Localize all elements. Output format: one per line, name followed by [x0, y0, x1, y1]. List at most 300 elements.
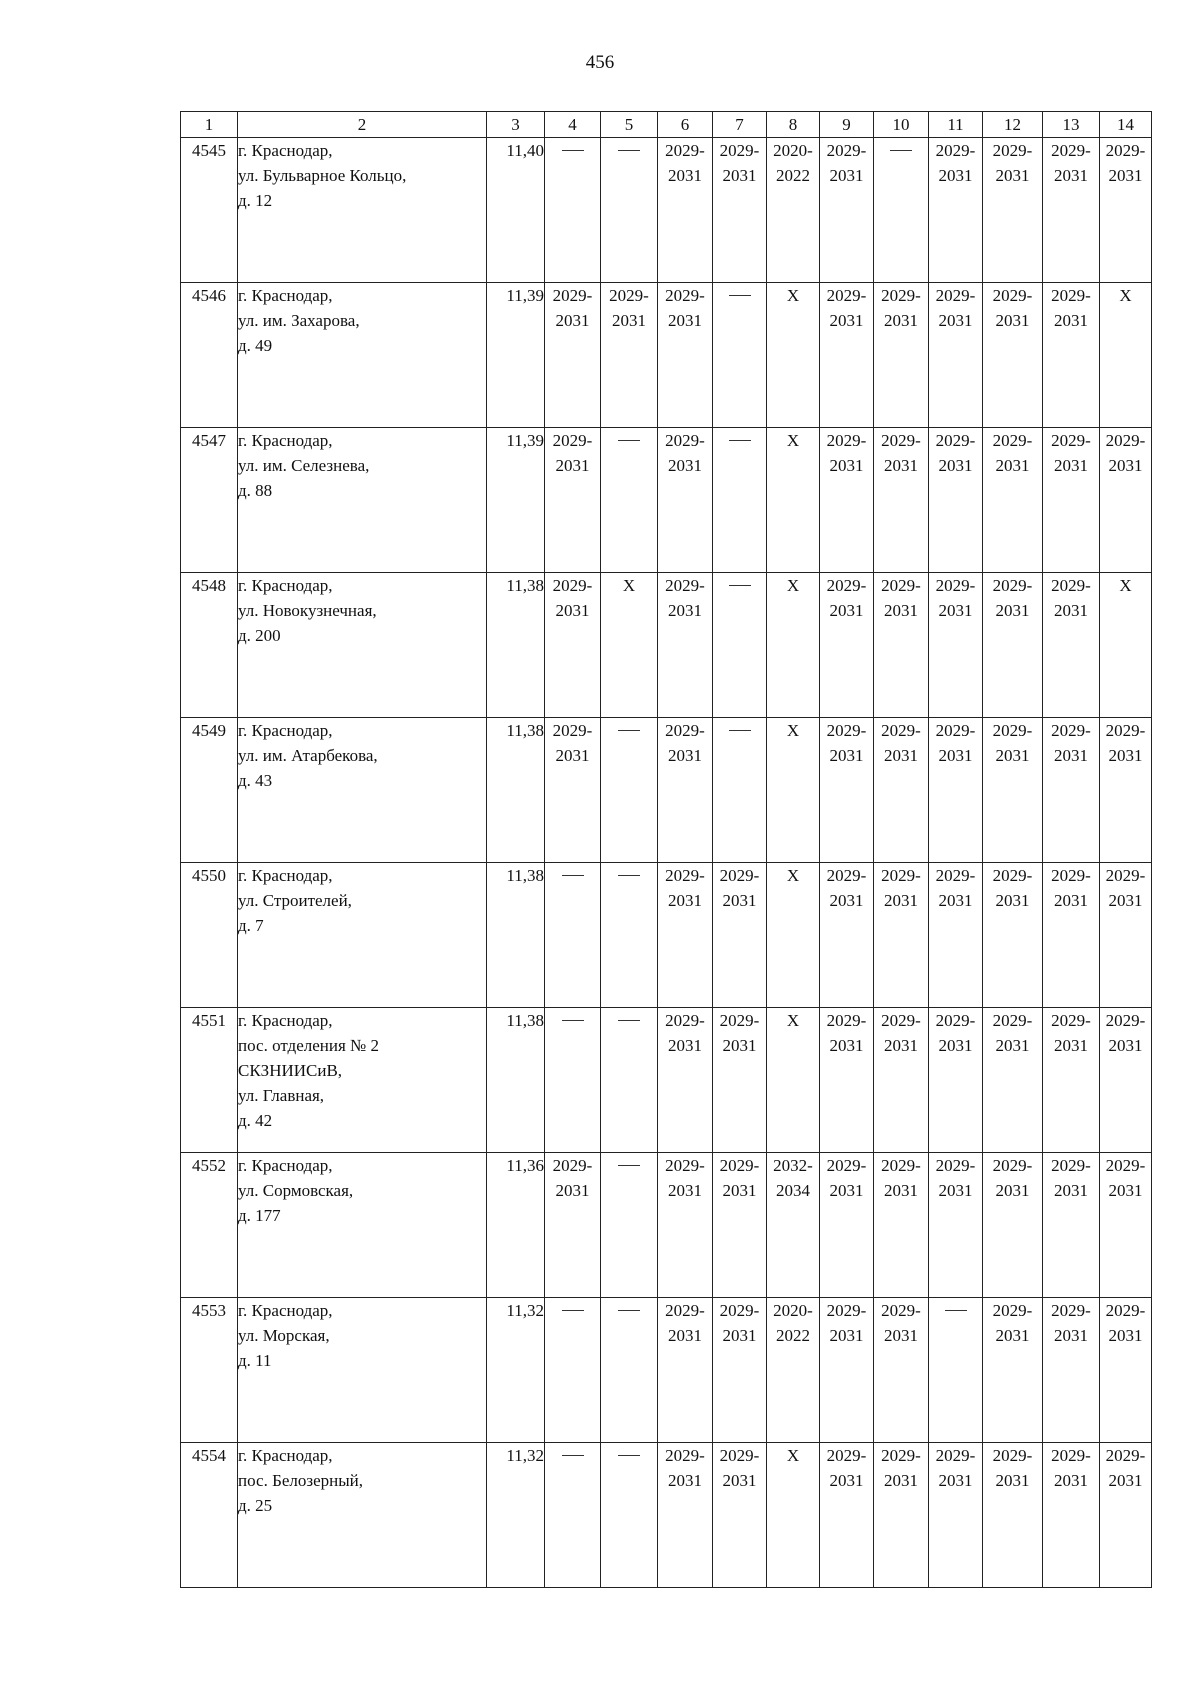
period-start: 2029- — [992, 1446, 1033, 1465]
period-end: 2031 — [995, 746, 1030, 765]
period-end: 2031 — [1054, 891, 1088, 910]
period-start: 2029- — [665, 866, 705, 885]
period-cell — [874, 428, 929, 573]
period-end: 2031 — [1108, 456, 1143, 475]
period-start: 2029- — [665, 1156, 705, 1175]
period-cell — [983, 283, 1043, 428]
period-end: 2031 — [1054, 311, 1088, 330]
period-start: 2029- — [992, 721, 1033, 740]
table-row — [181, 138, 1152, 283]
period-end: 2034 — [776, 1181, 810, 1200]
period-start: 2029- — [1105, 431, 1146, 450]
period-cell — [874, 718, 929, 863]
period-cell — [1100, 718, 1152, 863]
dash-mark — [618, 875, 640, 901]
period-end: 2031 — [938, 1471, 973, 1490]
table-row — [181, 283, 1152, 428]
period-cell — [713, 138, 767, 283]
period-end: 2031 — [1054, 601, 1088, 620]
dash-cell — [601, 1153, 658, 1298]
period-cell — [983, 863, 1043, 1008]
period-end: 2031 — [555, 746, 590, 765]
address-line: г. Краснодар, — [238, 1301, 333, 1320]
period-end: 2031 — [995, 1036, 1030, 1055]
period-end: 2031 — [829, 746, 864, 765]
period-end: 2031 — [995, 1471, 1030, 1490]
period-start: 2029- — [1105, 1446, 1146, 1465]
period-cell — [874, 1298, 929, 1443]
period-cell — [929, 1443, 983, 1588]
period-cell — [929, 718, 983, 863]
period-end: 2031 — [884, 311, 918, 330]
mark-cell: X — [767, 1443, 820, 1588]
period-start: 2029- — [719, 1011, 760, 1030]
period-cell — [1043, 1008, 1100, 1153]
period-start: 2029- — [935, 576, 976, 595]
dash-mark — [618, 1310, 640, 1336]
dash-cell — [601, 1298, 658, 1443]
period-start: 2029- — [881, 721, 921, 740]
period-start: 2029- — [1105, 721, 1146, 740]
period-end: 2031 — [884, 891, 918, 910]
period-end: 2031 — [1054, 1181, 1088, 1200]
period-cell — [929, 428, 983, 573]
period-end: 2031 — [668, 1471, 702, 1490]
table-row — [181, 573, 1152, 718]
address-cell — [238, 1008, 487, 1153]
address-cell — [238, 428, 487, 573]
address-line: д. 12 — [238, 191, 273, 210]
address-line: д. 7 — [238, 916, 264, 935]
mark-cell: X — [767, 283, 820, 428]
period-start: 2029- — [826, 1011, 867, 1030]
period-end: 2031 — [1108, 1326, 1143, 1345]
period-start: 2029- — [826, 866, 867, 885]
dash-cell — [713, 283, 767, 428]
period-cell — [983, 1298, 1043, 1443]
period-start: 2029- — [935, 431, 976, 450]
period-end: 2031 — [829, 1471, 864, 1490]
period-cell — [929, 138, 983, 283]
period-start: 2029- — [1105, 1156, 1146, 1175]
period-start: 2029- — [881, 1156, 921, 1175]
page-number: 456 — [585, 52, 615, 73]
period-cell — [713, 1153, 767, 1298]
period-start: 2029- — [552, 1156, 593, 1175]
period-start: 2029- — [665, 141, 705, 160]
period-start: 2029- — [552, 576, 593, 595]
dash-mark — [890, 150, 912, 176]
period-cell — [983, 428, 1043, 573]
period-start: 2029- — [719, 1156, 760, 1175]
period-cell — [929, 863, 983, 1008]
dash-mark — [618, 440, 640, 466]
period-start: 2029- — [665, 1446, 705, 1465]
period-end: 2031 — [829, 311, 864, 330]
period-end: 2031 — [668, 891, 702, 910]
mark-cell: X — [767, 1008, 820, 1153]
area-cell: 11,39 — [487, 428, 545, 573]
period-start: 2029- — [992, 1156, 1033, 1175]
period-cell — [658, 1298, 713, 1443]
column-header: 14 — [1100, 112, 1152, 138]
dash-mark — [618, 150, 640, 176]
address-line: г. Краснодар, — [238, 1446, 333, 1465]
period-start: 2029- — [935, 1156, 976, 1175]
period-start: 2029- — [881, 866, 921, 885]
column-header: 7 — [713, 112, 767, 138]
period-end: 2031 — [668, 746, 702, 765]
period-end: 2031 — [722, 1326, 757, 1345]
area-cell: 11,38 — [487, 718, 545, 863]
period-end: 2031 — [1108, 1181, 1143, 1200]
column-header: 1 — [181, 112, 238, 138]
period-end: 2031 — [1108, 891, 1143, 910]
dash-mark — [562, 875, 584, 901]
period-cell — [1100, 1008, 1152, 1153]
period-start: 2029- — [826, 431, 867, 450]
period-start: 2029- — [935, 1446, 976, 1465]
period-end: 2031 — [555, 1181, 590, 1200]
dash-mark — [729, 585, 751, 611]
period-cell — [874, 1008, 929, 1153]
period-start: 2029- — [552, 286, 593, 305]
period-end: 2031 — [884, 746, 918, 765]
period-start: 2029- — [1105, 1011, 1146, 1030]
column-header: 2 — [238, 112, 487, 138]
period-end: 2031 — [938, 166, 973, 185]
row-number: 4545 — [181, 138, 238, 283]
period-end: 2031 — [555, 311, 590, 330]
period-cell — [983, 138, 1043, 283]
address-line: г. Краснодар, — [238, 1011, 333, 1030]
period-start: 2029- — [1051, 141, 1091, 160]
period-cell — [1100, 428, 1152, 573]
table-row — [181, 1153, 1152, 1298]
period-start: 2029- — [935, 866, 976, 885]
period-end: 2031 — [829, 166, 864, 185]
column-header: 11 — [929, 112, 983, 138]
period-end: 2031 — [668, 166, 702, 185]
dash-cell — [545, 138, 601, 283]
dash-cell — [713, 718, 767, 863]
period-cell — [545, 573, 601, 718]
dash-mark — [562, 150, 584, 176]
address-line: ул. Морская, — [238, 1326, 330, 1345]
period-start: 2029- — [719, 141, 760, 160]
period-cell — [1043, 1153, 1100, 1298]
period-cell — [874, 863, 929, 1008]
period-start: 2029- — [1105, 866, 1146, 885]
dash-cell — [929, 1298, 983, 1443]
address-line: д. 88 — [238, 481, 273, 500]
address-line: г. Краснодар, — [238, 721, 333, 740]
period-cell — [929, 283, 983, 428]
period-start: 2029- — [935, 1011, 976, 1030]
period-cell — [658, 428, 713, 573]
period-end: 2031 — [938, 1181, 973, 1200]
period-end: 2031 — [884, 1326, 918, 1345]
period-start: 2029- — [1051, 576, 1091, 595]
period-end: 2031 — [1054, 1326, 1088, 1345]
period-cell — [820, 1298, 874, 1443]
period-cell — [820, 573, 874, 718]
dash-mark — [562, 1020, 584, 1046]
period-start: 2029- — [719, 866, 760, 885]
period-cell — [1043, 138, 1100, 283]
address-line: д. 177 — [238, 1206, 281, 1225]
address-line: ул. им. Атарбекова, — [238, 746, 378, 765]
period-end: 2031 — [722, 166, 757, 185]
period-end: 2031 — [938, 456, 973, 475]
period-cell — [1043, 1298, 1100, 1443]
period-end: 2031 — [829, 1326, 864, 1345]
dash-cell — [601, 1443, 658, 1588]
address-line: ул. им. Селезнева, — [238, 456, 370, 475]
period-start: 2029- — [992, 1301, 1033, 1320]
dash-mark — [618, 1020, 640, 1046]
period-cell — [874, 573, 929, 718]
area-cell: 11,38 — [487, 863, 545, 1008]
period-end: 2031 — [668, 601, 702, 620]
period-end: 2031 — [829, 601, 864, 620]
period-cell — [874, 1153, 929, 1298]
address-line: д. 43 — [238, 771, 273, 790]
table-row — [181, 863, 1152, 1008]
period-end: 2031 — [938, 601, 973, 620]
dash-cell — [601, 138, 658, 283]
period-end: 2031 — [995, 1326, 1030, 1345]
period-cell — [767, 1298, 820, 1443]
period-start: 2029- — [881, 1011, 921, 1030]
column-header: 13 — [1043, 112, 1100, 138]
area-cell: 11,38 — [487, 573, 545, 718]
dash-mark — [562, 1455, 584, 1481]
period-cell — [658, 1443, 713, 1588]
row-number: 4549 — [181, 718, 238, 863]
period-cell — [983, 718, 1043, 863]
row-number: 4548 — [181, 573, 238, 718]
dash-mark — [729, 295, 751, 321]
area-cell: 11,39 — [487, 283, 545, 428]
period-end: 2022 — [776, 1326, 810, 1345]
address-cell — [238, 863, 487, 1008]
address-cell — [238, 283, 487, 428]
period-cell — [713, 1298, 767, 1443]
table-row — [181, 1443, 1152, 1588]
address-line: ул. Сормовская, — [238, 1181, 354, 1200]
period-cell — [929, 1153, 983, 1298]
dash-cell — [545, 1298, 601, 1443]
dash-cell — [713, 573, 767, 718]
period-start: 2029- — [1051, 1156, 1091, 1175]
period-end: 2031 — [938, 891, 973, 910]
table-row — [181, 1008, 1152, 1153]
period-cell — [545, 428, 601, 573]
period-cell — [545, 1153, 601, 1298]
period-end: 2031 — [884, 456, 918, 475]
period-cell — [983, 573, 1043, 718]
period-start: 2029- — [1051, 1011, 1091, 1030]
column-header: 8 — [767, 112, 820, 138]
period-cell — [1100, 1443, 1152, 1588]
mark-cell: X — [767, 573, 820, 718]
period-start: 2029- — [826, 141, 867, 160]
period-cell — [820, 1153, 874, 1298]
period-start: 2029- — [881, 1446, 921, 1465]
dash-cell — [601, 428, 658, 573]
row-number: 4553 — [181, 1298, 238, 1443]
address-line: ул. им. Захарова, — [238, 311, 360, 330]
period-end: 2031 — [555, 456, 590, 475]
period-cell — [713, 1443, 767, 1588]
period-start: 2029- — [992, 286, 1033, 305]
period-cell — [1043, 428, 1100, 573]
address-line: г. Краснодар, — [238, 286, 333, 305]
period-cell — [820, 1443, 874, 1588]
period-start: 2029- — [881, 431, 921, 450]
period-cell — [1100, 863, 1152, 1008]
period-cell — [983, 1008, 1043, 1153]
period-cell — [1043, 283, 1100, 428]
address-line: пос. отделения № 2 — [238, 1036, 380, 1055]
dash-cell — [601, 863, 658, 1008]
dash-cell — [874, 138, 929, 283]
period-end: 2031 — [668, 1181, 702, 1200]
address-line: ул. Строителей, — [238, 891, 352, 910]
dash-mark — [945, 1310, 967, 1336]
period-end: 2031 — [995, 891, 1030, 910]
dash-mark — [729, 730, 751, 756]
mark-cell: X — [1100, 283, 1152, 428]
period-end: 2031 — [1108, 746, 1143, 765]
mark-cell: X — [767, 428, 820, 573]
dash-cell — [601, 1008, 658, 1153]
period-end: 2031 — [1054, 1471, 1088, 1490]
period-cell — [658, 138, 713, 283]
period-start: 2029- — [992, 141, 1033, 160]
period-cell — [767, 1153, 820, 1298]
area-cell: 11,32 — [487, 1298, 545, 1443]
period-start: 2029- — [826, 721, 867, 740]
row-number: 4550 — [181, 863, 238, 1008]
period-start: 2029- — [665, 721, 705, 740]
period-end: 2031 — [1108, 1036, 1143, 1055]
period-cell — [929, 573, 983, 718]
period-end: 2031 — [938, 746, 973, 765]
period-start: 2029- — [1051, 431, 1091, 450]
period-start: 2029- — [552, 431, 593, 450]
period-cell — [713, 1008, 767, 1153]
period-cell — [658, 283, 713, 428]
address-line: пос. Белозерный, — [238, 1471, 363, 1490]
address-line: СКЗНИИСиВ, — [238, 1061, 343, 1080]
period-start: 2029- — [935, 721, 976, 740]
period-cell — [1100, 1153, 1152, 1298]
period-start: 2029- — [881, 1301, 921, 1320]
period-cell — [874, 1443, 929, 1588]
period-cell — [820, 1008, 874, 1153]
period-start: 2029- — [665, 1301, 705, 1320]
period-end: 2031 — [829, 891, 864, 910]
dash-mark — [562, 1310, 584, 1336]
period-cell — [545, 283, 601, 428]
period-end: 2022 — [776, 166, 810, 185]
period-end: 2031 — [829, 1036, 864, 1055]
address-line: д. 25 — [238, 1496, 273, 1515]
period-end: 2031 — [1054, 166, 1088, 185]
table-row — [181, 718, 1152, 863]
address-line: ул. Новокузнечная, — [238, 601, 377, 620]
period-start: 2029- — [719, 1446, 760, 1465]
mark-cell: X — [1100, 573, 1152, 718]
period-cell — [601, 283, 658, 428]
address-line: г. Краснодар, — [238, 141, 333, 160]
address-cell — [238, 1443, 487, 1588]
dash-cell — [713, 428, 767, 573]
area-cell: 11,40 — [487, 138, 545, 283]
table-row — [181, 428, 1152, 573]
period-start: 2029- — [1051, 1301, 1091, 1320]
period-end: 2031 — [884, 1181, 918, 1200]
period-start: 2029- — [609, 286, 649, 305]
period-cell — [1043, 863, 1100, 1008]
column-header: 12 — [983, 112, 1043, 138]
address-cell — [238, 1298, 487, 1443]
period-end: 2031 — [995, 166, 1030, 185]
address-line: ул. Главная, — [238, 1086, 325, 1105]
period-start: 2029- — [665, 576, 705, 595]
period-start: 2029- — [665, 1011, 705, 1030]
address-cell — [238, 573, 487, 718]
period-cell — [874, 283, 929, 428]
period-cell — [929, 1008, 983, 1153]
period-end: 2031 — [1108, 1471, 1143, 1490]
period-cell — [983, 1153, 1043, 1298]
column-header: 4 — [545, 112, 601, 138]
column-header: 6 — [658, 112, 713, 138]
period-cell — [820, 718, 874, 863]
period-start: 2029- — [826, 286, 867, 305]
period-end: 2031 — [668, 1326, 702, 1345]
row-number: 4547 — [181, 428, 238, 573]
period-end: 2031 — [612, 311, 646, 330]
row-number: 4551 — [181, 1008, 238, 1153]
mark-cell: X — [767, 718, 820, 863]
period-end: 2031 — [938, 311, 973, 330]
period-end: 2031 — [1054, 746, 1088, 765]
period-start: 2029- — [665, 286, 705, 305]
period-end: 2031 — [829, 456, 864, 475]
period-cell — [658, 573, 713, 718]
period-cell — [1100, 1298, 1152, 1443]
period-cell — [658, 1153, 713, 1298]
period-start: 2029- — [992, 576, 1033, 595]
period-end: 2031 — [668, 311, 702, 330]
dash-cell — [545, 863, 601, 1008]
period-cell — [1100, 138, 1152, 283]
period-cell — [1043, 718, 1100, 863]
period-cell — [820, 283, 874, 428]
mark-cell: X — [767, 863, 820, 1008]
period-start: 2029- — [992, 866, 1033, 885]
period-end: 2031 — [722, 1036, 757, 1055]
address-line: д. 200 — [238, 626, 281, 645]
address-line: г. Краснодар, — [238, 1156, 333, 1175]
period-cell — [767, 138, 820, 283]
area-cell: 11,32 — [487, 1443, 545, 1588]
period-start: 2029- — [1105, 1301, 1146, 1320]
